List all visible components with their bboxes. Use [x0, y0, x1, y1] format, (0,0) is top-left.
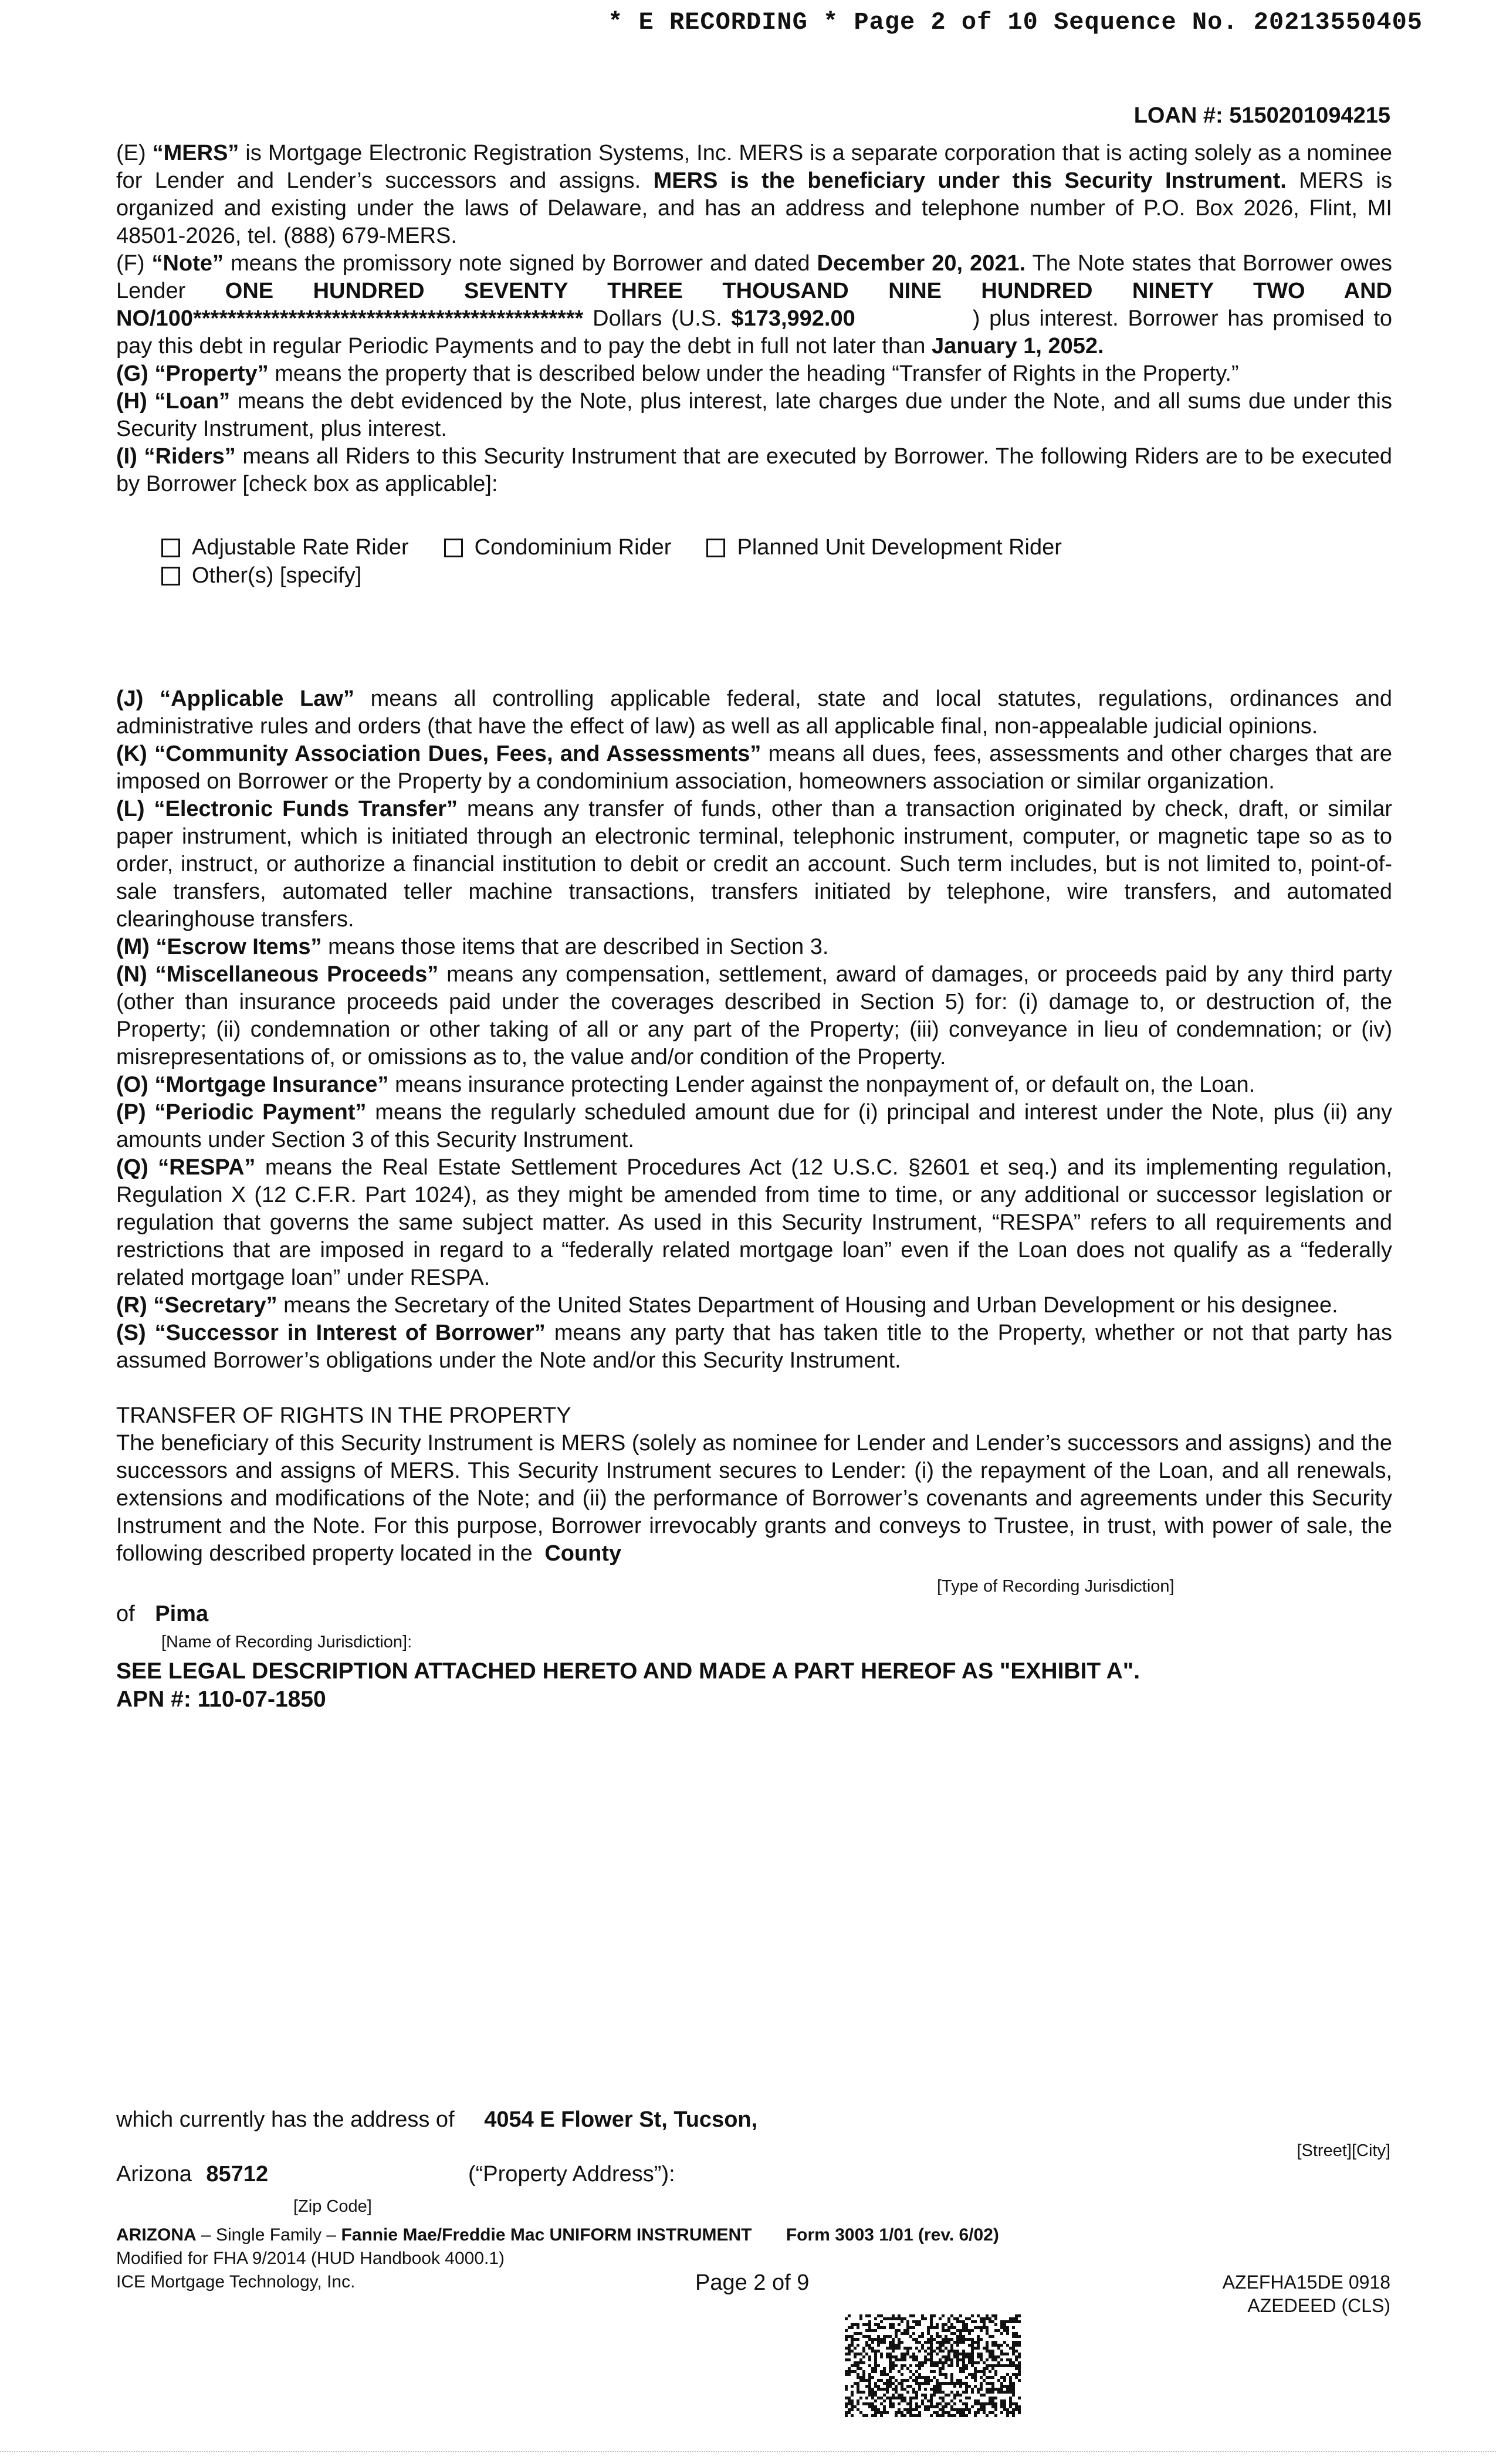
definitions-block-2 [116, 685, 1392, 1375]
section-m: (M) “Escrow Items” means those items that are described in Section 3. [116, 935, 829, 959]
jurisdiction-type-caption: [Type of Recording Jurisdiction] [937, 1577, 1175, 1596]
section-j: (J) “Applicable Law” means all controlling applicable federal, state and local statutes, regulations, ordinances and administrative rules and orders (that have the effect of law) as well as all applicable final, non-appealable judicial opinions. [116, 686, 1392, 739]
rider-adjustable-rate[interactable]: Adjustable Rate Rider [161, 535, 409, 560]
section-h: (H) “Loan” means the debt evidenced by the Note, plus interest, late charges due under the Note, and all sums due under this Security Instrument, plus interest. [116, 389, 1392, 441]
form-number: Form 3003 1/01 (rev. 6/02) [786, 2225, 999, 2245]
section-r: (R) “Secretary” means the Secretary of the United States Department of Housing and Urban Development or his designee. [116, 1293, 1338, 1318]
scan-edge-divider [0, 2451, 1496, 2455]
riders-row-1 [161, 535, 1097, 560]
property-address-label: (“Property Address”): [468, 2162, 675, 2187]
rider-pud[interactable]: Planned Unit Development Rider [706, 535, 1061, 560]
loan-value: 5150201094215 [1229, 103, 1390, 128]
apn-number: APN #: 110-07-1850 [116, 1687, 326, 1712]
maturity-date: January 1, 2052. [931, 334, 1104, 358]
jurisdiction-line: of Pima [116, 1602, 209, 1626]
checkbox-icon[interactable] [444, 539, 463, 557]
section-e: (E) “MERS” is Mortgage Electronic Registration Systems, Inc. MERS is a separate corporation that is acting solely as a nominee for Lender and Lender’s successors and assigns. MERS is the beneficiary under this Security Instrument. MERS is organized and existing under the laws of Delaware, and has an address and telephone number of P.O. Box 2026, Flint, MI 48501-2026, tel. (888) 679-MERS. [116, 141, 1392, 248]
transfer-heading: TRANSFER OF RIGHTS IN THE PROPERTY [116, 1403, 571, 1428]
loan-label: LOAN #: [1133, 103, 1223, 128]
transfer-text: The beneficiary of this Security Instrument is MERS (solely as nominee for Lender and Lender’s successors and assigns) and the successors and assigns of MERS. This Security Instrument secures to Lender: (i) the repayment of the Loan, and all renewals, extensions and modifications of the Note; and (ii) the performance of Borrower’s covenants and agreements under this Security Instrument and the Note. For this purpose, Borrower irrevocably grants and conveys to Trustee, in trust, with power of sale, the following described property located in the County [116, 1431, 1392, 1566]
2d-barcode-icon [845, 2314, 1021, 2417]
section-o: (O) “Mortgage Insurance” means insurance protecting Lender against the nonpayment of, or default on, the Loan. [116, 1072, 1255, 1097]
recording-header: * E RECORDING * Page 2 of 10 Sequence No. 20213550405 [608, 8, 1423, 36]
riders-row-2 [161, 563, 397, 588]
section-p: (P) “Periodic Payment” means the regularly scheduled amount due for (i) principal and interest under the Note, plus (ii) any amounts under Section 3 of this Security Instrument. [116, 1100, 1393, 1152]
street-city: 4054 E Flower St, Tucson, [484, 2107, 758, 2132]
legal-description: SEE LEGAL DESCRIPTION ATTACHED HERETO AND MADE A PART HEREOF AS "EXHIBIT A". APN #: 110-07-1850 [116, 1657, 1140, 1714]
section-k: (K) “Community Association Dues, Fees, and Assessments” means all dues, fees, assessments and other charges that are imposed on Borrower or the Property by a condominium association, homeowners association or similar organization. [116, 742, 1392, 794]
section-n: (N) “Miscellaneous Proceeds” means any compensation, settlement, award of damages, or proceeds paid by any third party (other than insurance proceeds paid under the coverages described in Section 5) for: (i) damage to, or destruction of, the Property; (ii) condemnation or other taking of all or any part of the Property; (iii) conveyance in lieu of condemnation; or (iv) misrepresentations of, or omissions as to, the value and/or condition of the Property. [116, 962, 1392, 1069]
section-q: (Q) “RESPA” means the Real Estate Settlement Procedures Act (12 U.S.C. §2601 et seq.) and its implementing regulation, Regulation X (12 C.F.R. Part 1024), as they might be amended from time to time, or any additional or successor legislation or regulation that governs the same subject matter. As used in this Security Instrument, “RESPA” refers to all requirements and restrictions that are imposed in regard to a “federally related mortgage loan” even if the Loan does not qualify as a “federally related mortgage loan” under RESPA. [116, 1155, 1393, 1290]
checkbox-icon[interactable] [706, 539, 725, 557]
transfer-block [116, 1402, 1392, 1568]
section-l: (L) “Electronic Funds Transfer” means any transfer of funds, other than a transaction originated by check, draft, or similar paper instrument, which is initiated through an electronic terminal, telephonic instrument, computer, or magnetic tape so as to order, instruct, or authorize a financial institution to debit or credit an account. Such term includes, but is not limited to, point-of-sale transfers, automated teller machine transactions, transfers initiated by telephone, wire transfers, and automated clearinghouse transfers. [116, 797, 1392, 932]
section-f: (F) “Note” means the promissory note signed by Borrower and dated December 20, 2021. The Note states that Borrower owes Lender ONE HUNDRED SEVENTY THREE THOUSAND NINE HUNDRED NINETY TWO AND NO/100********************************************* Dollars (U.S. $173,992.00 ) plus interest. Borrower has promised to pay this debt in regular Periodic Payments and to pay the debt in full not later than January 1, 2052. [116, 251, 1393, 358]
rider-others[interactable]: Other(s) [specify] [161, 563, 361, 588]
state-zip-line: Arizona 85712 [116, 2162, 269, 2187]
footer-line-2: Modified for FHA 9/2014 (HUD Handbook 4000.1) [116, 2249, 505, 2268]
jurisdiction-type: County [544, 1541, 622, 1566]
footer-form-info [116, 2223, 999, 2294]
street-city-caption: [Street][City] [1297, 2141, 1390, 2160]
jurisdiction-name: Pima [155, 1602, 209, 1626]
checkbox-icon[interactable] [161, 539, 180, 557]
footer-codes: AZEFHA15DE 0918 AZEDEED (CLS) [1222, 2272, 1390, 2316]
footer-line-3: ICE Mortgage Technology, Inc. [116, 2272, 356, 2292]
page-number: Page 2 of 9 [695, 2270, 810, 2295]
section-s: (S) “Successor in Interest of Borrower” means any party that has taken title to the Property, whether or not that party has assumed Borrower’s obligations under the Note and/or this Security Instrument. [116, 1321, 1392, 1373]
loan-amount: $173,992.00 [731, 306, 855, 331]
jurisdiction-name-caption: [Name of Recording Jurisdiction]: [161, 1633, 412, 1651]
rider-condominium[interactable]: Condominium Rider [444, 535, 672, 560]
zip-code: 85712 [206, 2162, 269, 2187]
definitions-block-1 [116, 140, 1392, 498]
address-line: which currently has the address of 4054 E Flower St, Tucson, [116, 2107, 758, 2132]
footer-line-1: ARIZONA – Single Family – Fannie Mae/Freddie Mac UNIFORM INSTRUMENT Form 3003 1/01 (rev. 6/02) [116, 2225, 999, 2245]
section-i: (I) “Riders” means all Riders to this Security Instrument that are executed by Borrower. The following Riders are to be executed by Borrower [check box as applicable]: [116, 444, 1392, 496]
amount-words: ONE HUNDRED SEVENTY THREE THOUSAND NINE HUNDRED NINETY TWO AND NO/100* [116, 279, 1392, 331]
section-g: (G) “Property” means the property that is described below under the heading “Transfer of Rights in the Property.” [116, 361, 1239, 386]
checkbox-icon[interactable] [161, 567, 180, 585]
zip-caption: [Zip Code] [293, 2197, 372, 2216]
loan-number [1134, 103, 1390, 128]
note-date: December 20, 2021. [817, 251, 1026, 276]
